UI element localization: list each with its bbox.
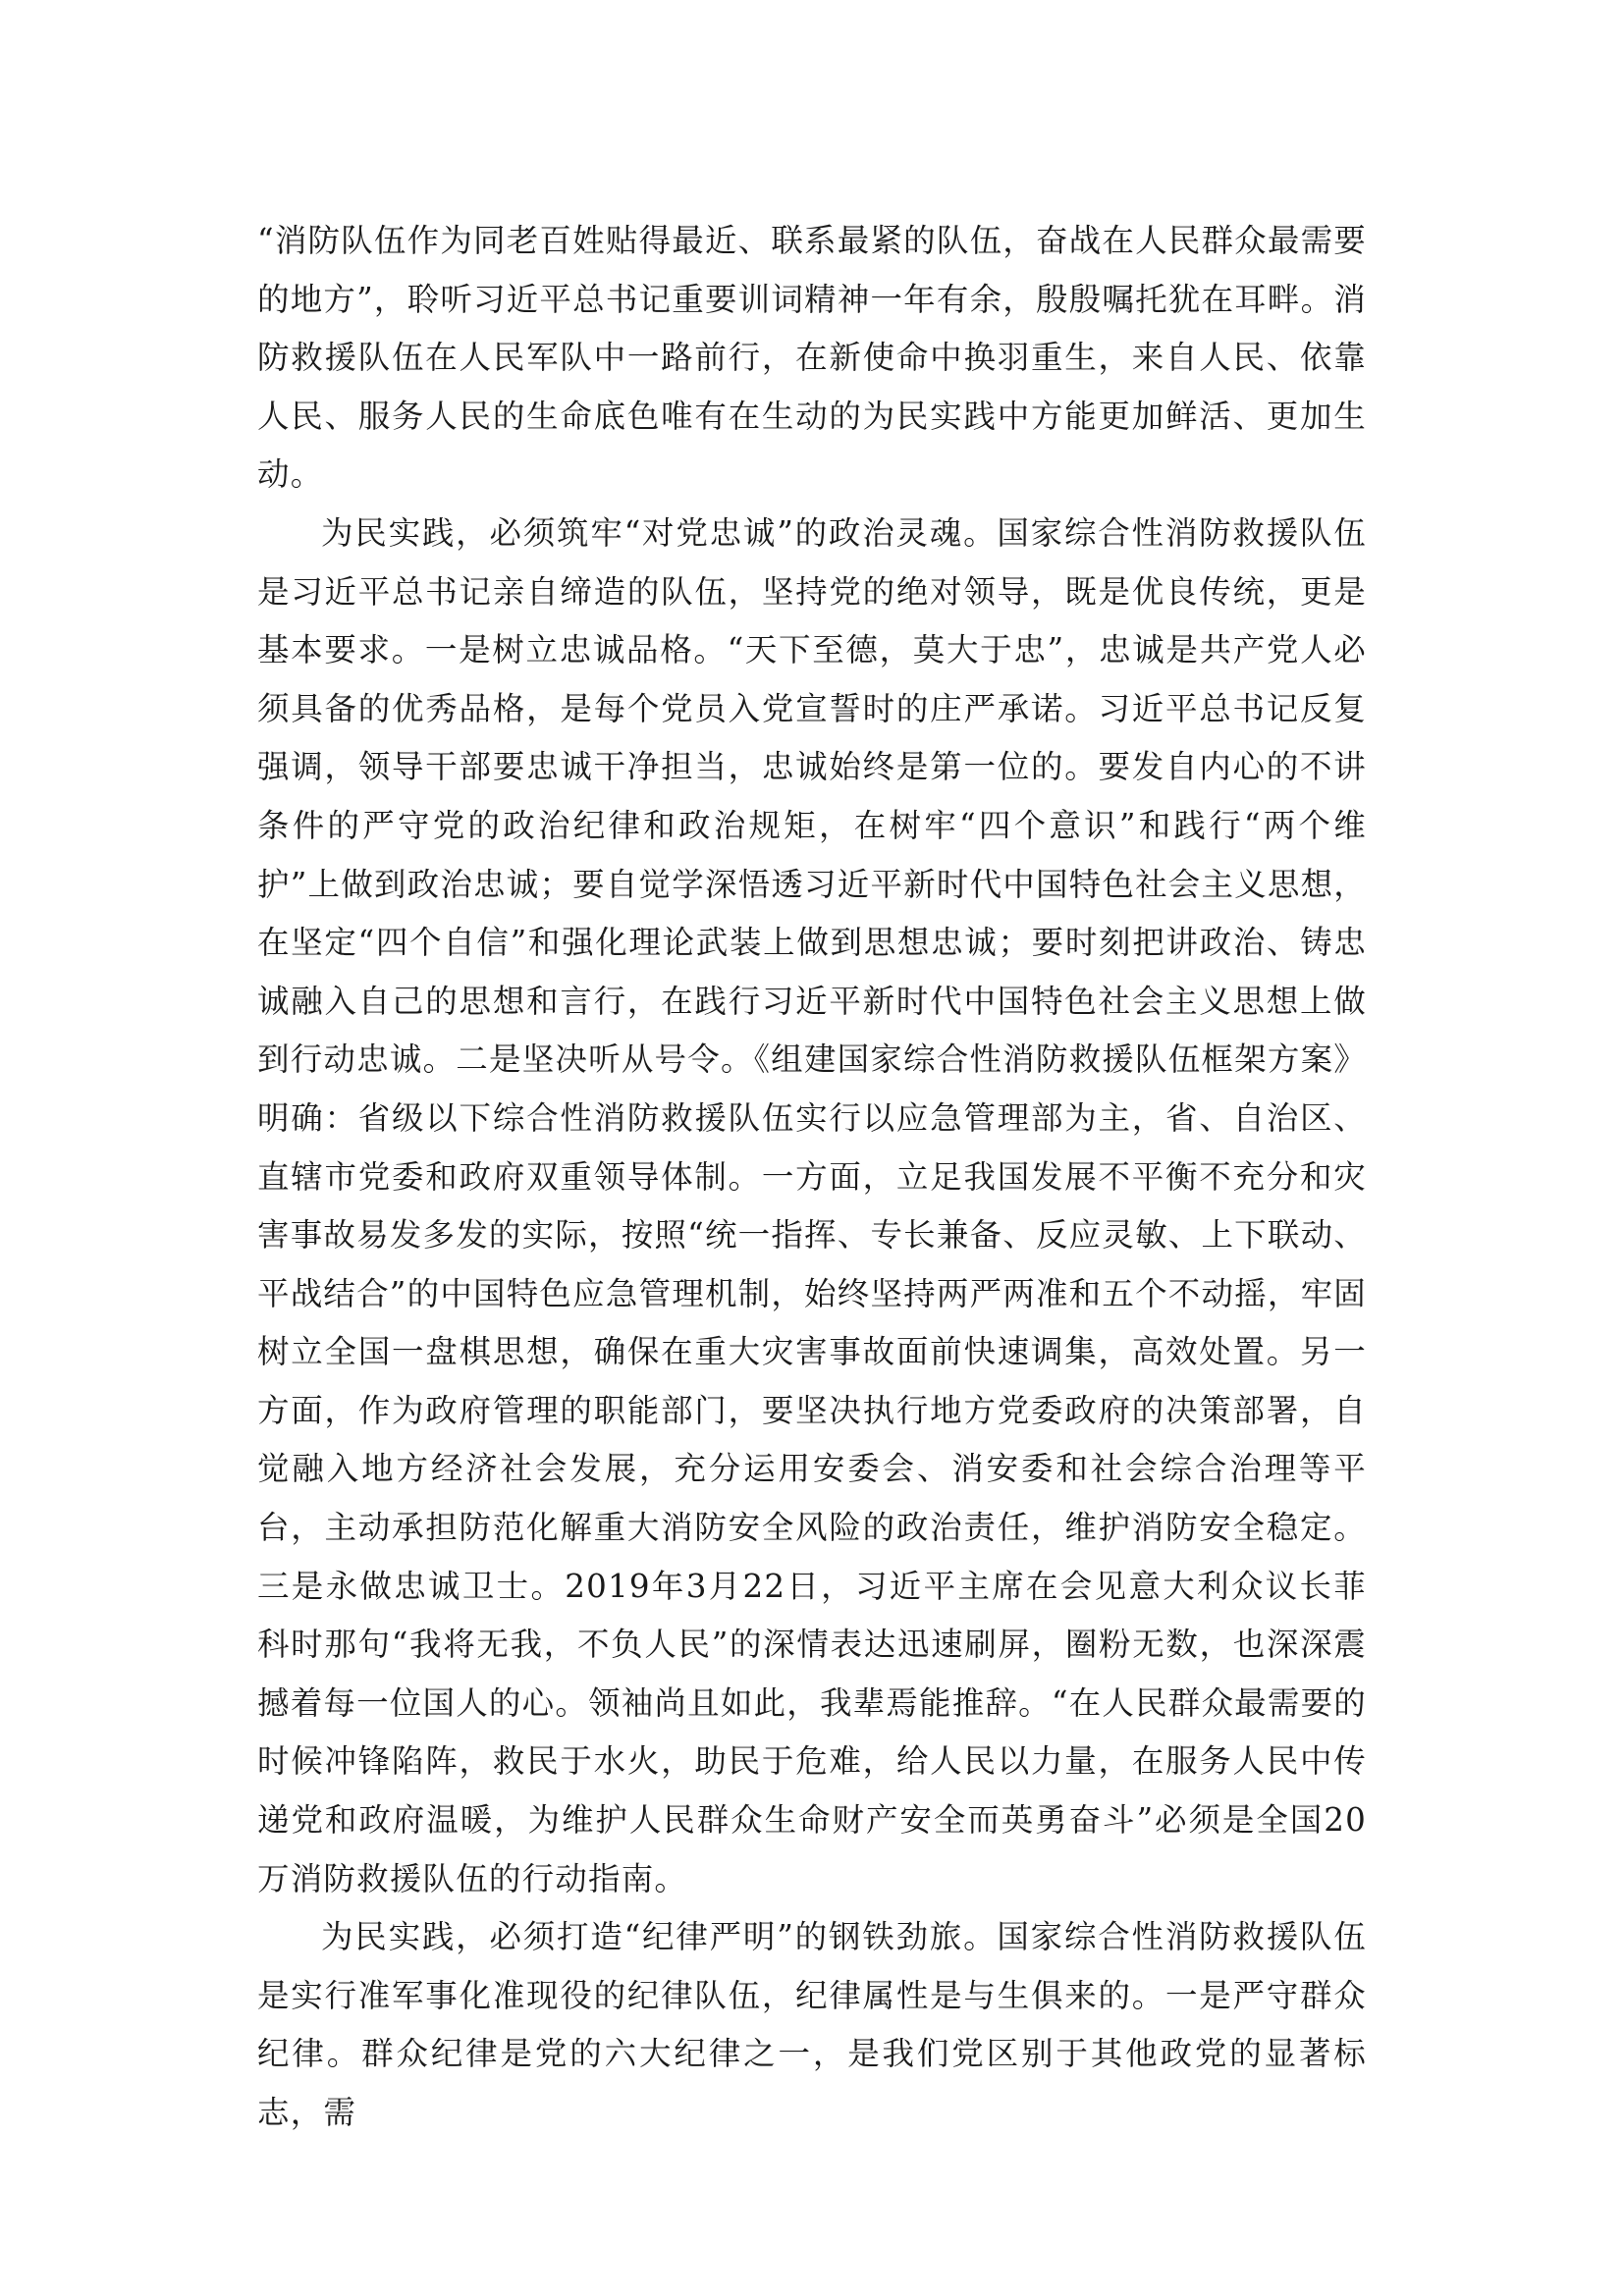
document-body — [257, 212, 1367, 2143]
paragraph-intro: “消防队伍作为同老百姓贴得最近、联系最紧的队伍，奋战在人民群众最需要的地方”，聆听习近平总书记重要训词精神一年有余，殷殷嘱托犹在耳畔。消防救援队伍在人民军队中一路前行，在新使命中换羽重生，来自人民、依靠人民、服务人民的生命底色唯有在生动的为民实践中方能更加鲜活、更加生动。 — [257, 222, 1367, 494]
paragraph-discipline: 为民实践，必须打造“纪律严明”的钢铁劲旅。国家综合性消防救援队伍是实行准军事化准现役的纪律队伍，纪律属性是与生俱来的。一是严守群众纪律。群众纪律是党的六大纪律之一，是我们党区别于其他政党的显著标志，需 — [257, 1918, 1367, 2131]
paragraph-loyalty: 为民实践，必须筑牢“对党忠诚”的政治灵魂。国家综合性消防救援队伍是习近平总书记亲自缔造的队伍，坚持党的绝对领导，既是优良传统，更是基本要求。一是树立忠诚品格。“天下至德，莫大于忠”，忠诚是共产党人必须具备的优秀品格，是每个党员入党宣誓时的庄严承诺。习近平总书记反复强调，领导干部要忠诚干净担当，忠诚始终是第一位的。要发自内心的不讲条件的严守党的政治纪律和政治规矩，在树牢“四个意识”和践行“两个维护”上做到政治忠诚；要自觉学深悟透习近平新时代中国特色社会主义思想，在坚定“四个自信”和强化理论武装上做到思想忠诚；要时刻把讲政治、铸忠诚融入自己的思想和言行，在践行习近平新时代中国特色社会主义思想上做到行动忠诚。二是坚决听从号令。《组建国家综合性消防救援队伍框架方案》明确：省级以下综合性消防救援队伍实行以应急管理部为主，省、自治区、直辖市党委和政府双重领导体制。一方面，立足我国发展不平衡不充分和灾害事故易发多发的实际，按照“统一指挥、专长兼备、反应灵敏、上下联动、平战结合”的中国特色应急管理机制，始终坚持两严两准和五个不动摇，牢固树立全国一盘棋思想，确保在重大灾害事故面前快速调集，高效处置。另一方面，作为政府管理的职能部门，要坚决执行地方党委政府的决策部署，自觉融入地方经济社会发展，充分运用安委会、消安委和社会综合治理等平台，主动承担防范化解重大消防安全风险的政治责任，维护消防安全稳定。三是永做忠诚卫士。2019年3月22日，习近平主席在会见意大利众议长菲科时那句“我将无我，不负人民”的深情表达迅速刷屏，圈粉无数，也深深震撼着每一位国人的心。领袖尚且如此，我辈焉能推辞。“在人民群众最需要的时候冲锋陷阵，救民于水火，助民于危难，给人民以力量，在服务人民中传递党和政府温暖，为维护人民群众生命财产安全而英勇奋斗”必须是全国20万消防救援队伍的行动指南。 — [257, 513, 1367, 1897]
